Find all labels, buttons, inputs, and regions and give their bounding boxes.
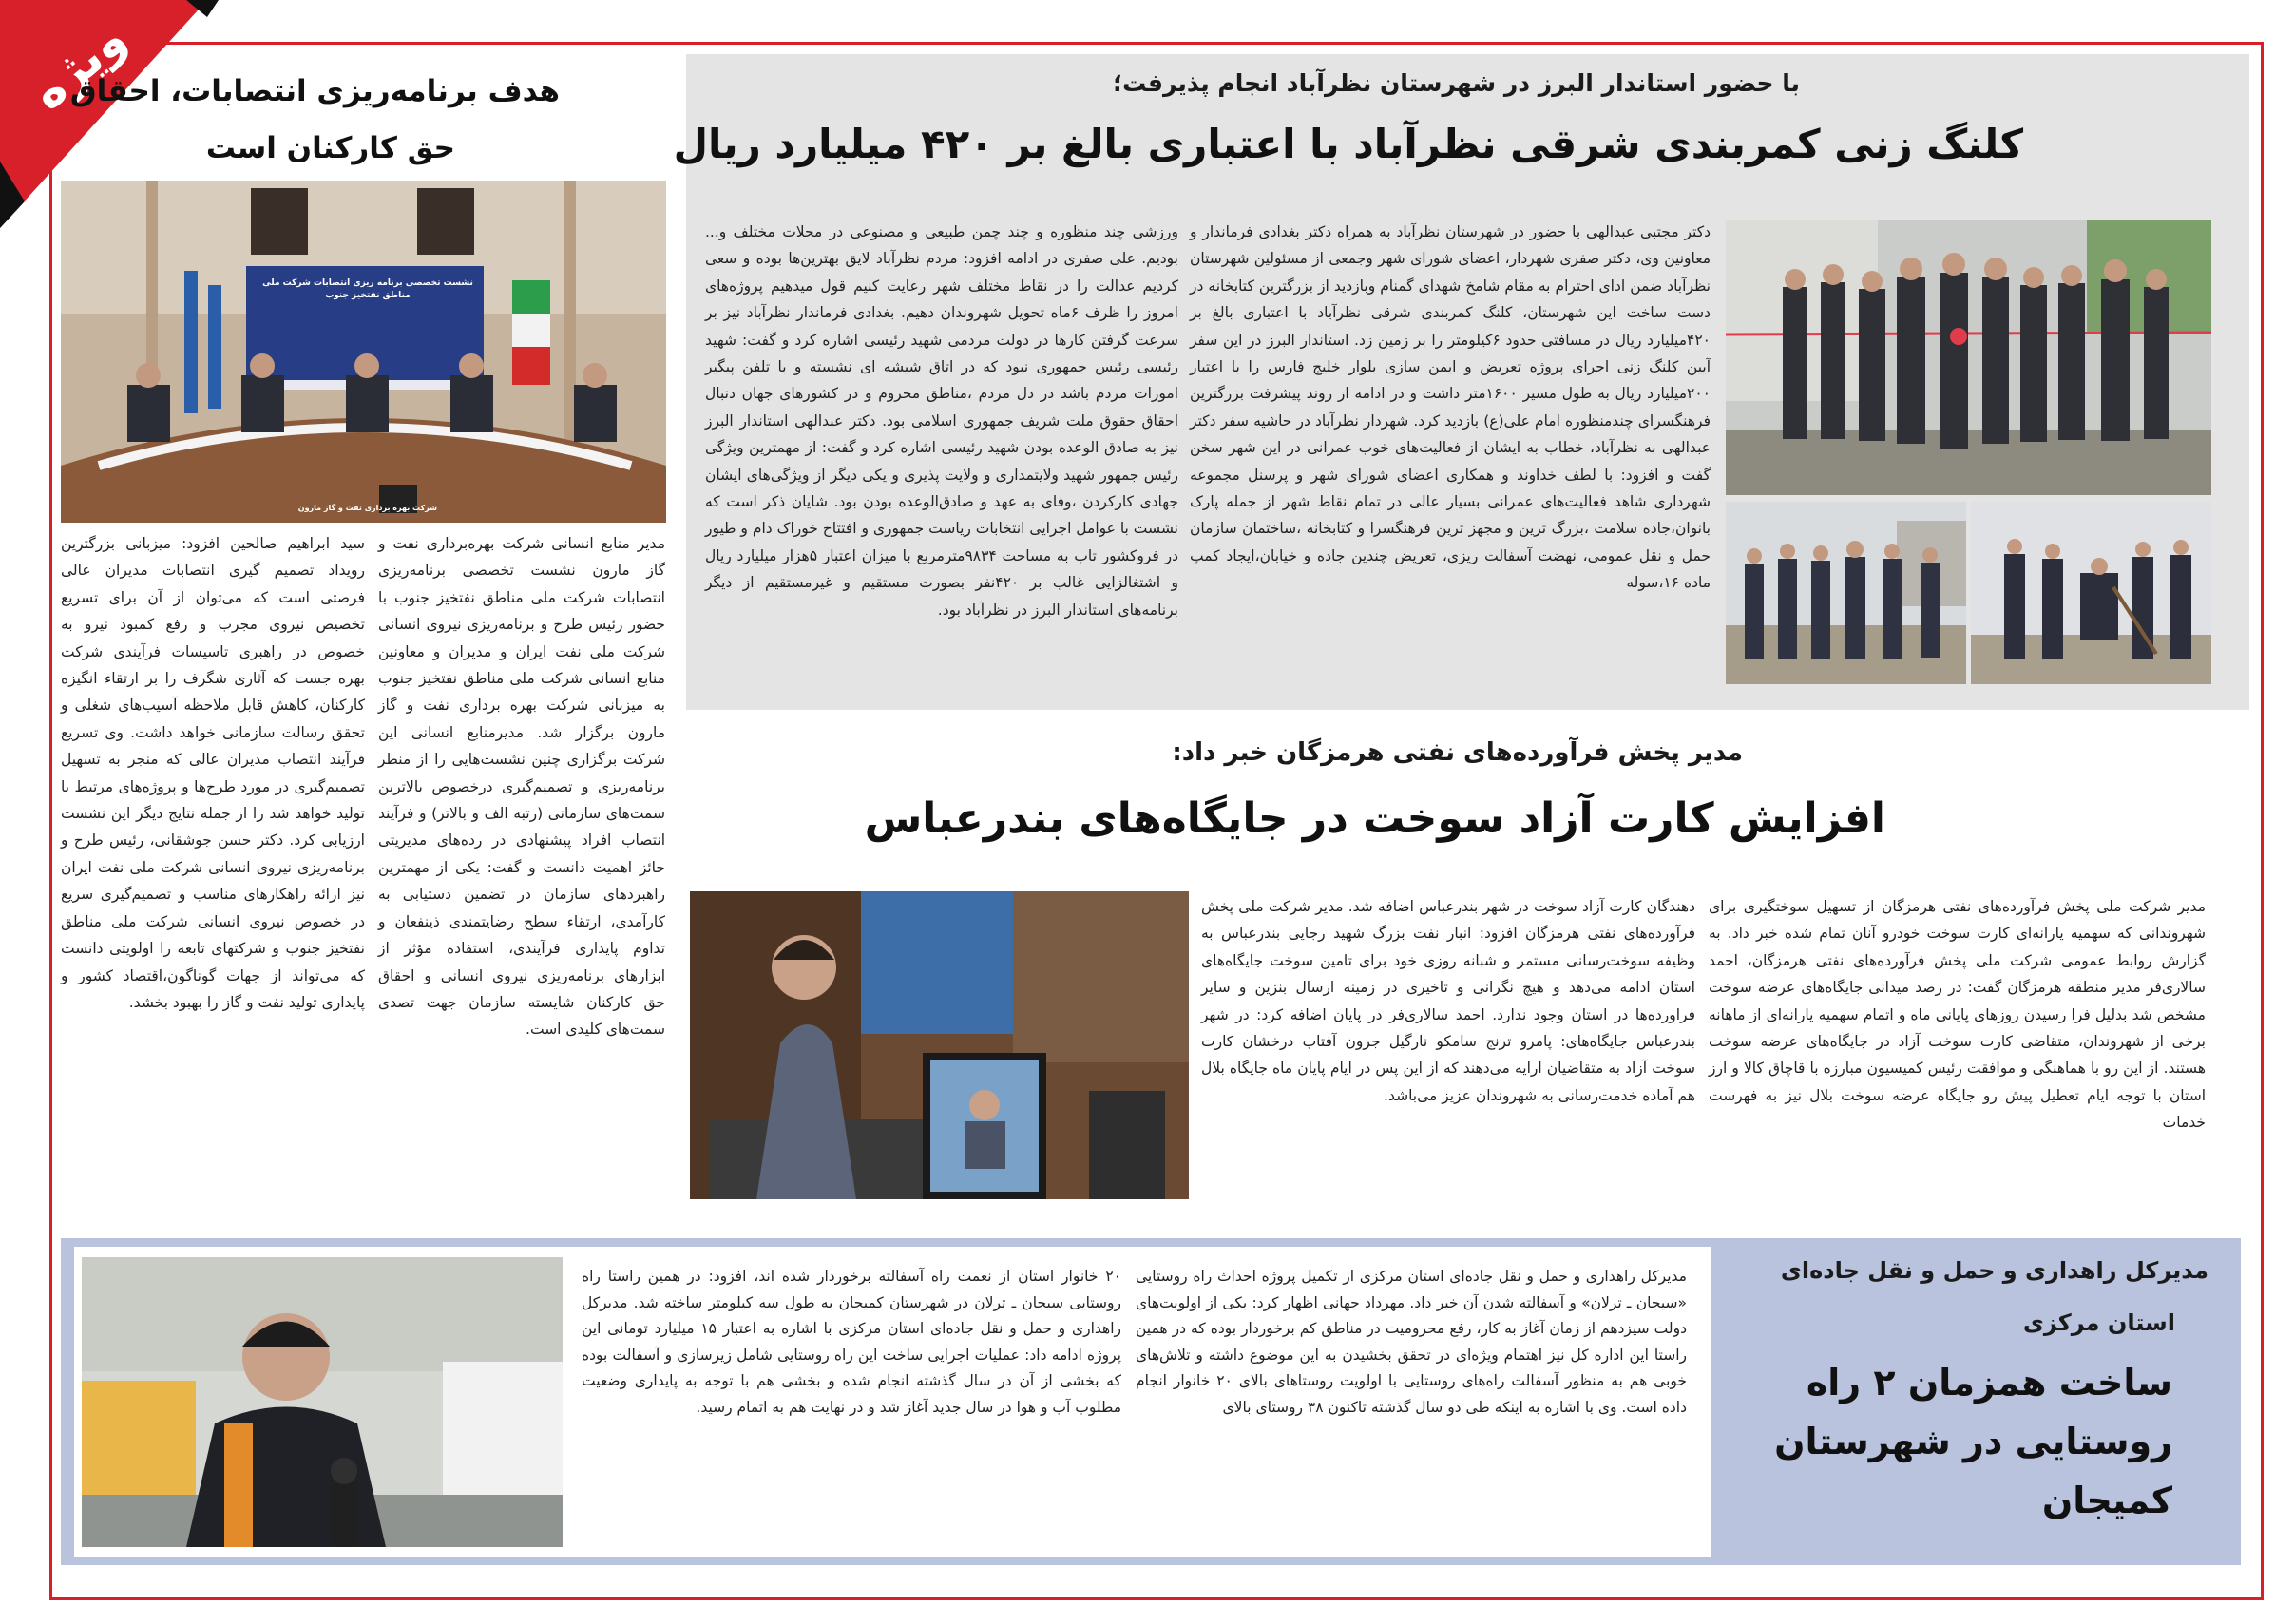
bottom-article-headline-line1: ساخت همزمان ۲ راه [1806,1362,2172,1404]
road-official-photo [82,1257,563,1547]
side-article-headline-line1: هدف برنامه‌ریزی انتصابات، احقاق [69,74,560,108]
bottom-article-kicker-line2: استان مرکزی [2022,1309,2175,1336]
middle-article-column-left: دهندگان کارت آزاد سوخت در شهر بندرعباس اضافه شد. مدیر شرکت ملی پخش فرآورده‌های نفتی هرمزگان افزود: انبار نفت بزرگ شهید رجایی بندرعباس به وظیفه سوخت‌رسانی مستمر و شبانه روزی خود برای تامین سوخت جایگاه‌های استان ادامه می‌دهد و هیچ نگرانی و تاخیری در زمینه ارسال بنزین و سایر فراورده‌ها در استان وجود ندارد. احمد سالاری‌فر در پایان اضافه کرد: در شهر بندرعباس جایگاه‌های: پامرو ترنج سامکو نارگیل جرون آفتاب درخشان کارت سوخت آزاد به متقاضیان ارایه می‌دهند که از این پس در ایام پایان ماه جایگاه بلال هم آماده خدمت‌رسانی به شهروندان عزیز می‌باشد. [1201,898,1695,1104]
side-article-column-right: مدیر منابع انسانی شرکت بهره‌برداری نفت و گاز مارون نشست تخصصی برنامه‌ریزی انتصابات شرکت ملی مناطق نفتخیز جنوب با حضور رئیس طرح و برنامه‌ریزی نیروی انسانی شرکت ملی نفت ایران و مدیران و معاونین منابع انسانی شرکت ملی مناطق نفتخیز جنوب به میزبانی شرکت بهره برداری نفت و گاز مارون برگزار شد. مدیرمنابع انسانی این شرکت برگزاری چنین نشست‌هایی را از منظر برنامه‌ریزی و تصمیم‌گیری درخصوص بالاترین سمت‌های سازمانی (رتبه الف و بالاتر) و فرآیند انتصاب افراد پیشنهادی در رده‌های مدیریتی حائز اهمیت دانست و گفت: یکی از مهمترین راهبردهای سازمان در تضمین دستیابی به کارآمدی، ارتقاء سطح رضایتمندی ذینفعان و تداوم پایداری فرآیندی، استفاده مؤثر از ابزارهای برنامه‌ریزی نیروی انسانی و احقاق حق کارکنان شایسته سازمان جهت تصدی سمت‌های کلیدی است. [378,535,665,1039]
top-article-kicker: با حضور استاندار البرز در شهرستان نظرآباد انجام پذیرفت؛ [1113,69,1800,97]
middle-article-headline: افزایش کارت آزاد سوخت در جایگاه‌های بندرعباس [864,794,1885,843]
meeting-desk-sign: شرکت بهره برداری نفت و گاز مارون [297,504,437,512]
bottom-article-headline-line2: روستایی در شهرستان [1774,1421,2172,1462]
top-article-column-right: دکتر مجتبی عبدالهی با حضور در شهرستان نظرآباد به همراه دکتر بغدادی فرماندار و معاونین وی، دکتر صفری شهردار، اعضای شورای شهر وجمعی از مسئولین شهرستان نظرآباد ضمن ادای احترام به مقام شامخ شهدای گمنام وبازدید از بزرگترین کتابخانه در دست ساخت این شهرستان، کلنگ کمربندی شرقی نظرآباد با اعتباری بالغ بر ۴۲۰میلیارد ریال در مسافتی حدود ۶کیلومتر را بر زمین زد. استاندار البرز در این سفر آیین کلنگ زنی اجرای پروژه تعریض و ایمن سازی بلوار خلیج فارس را با اعتبار ۲۰۰میلیارد ریال به طول مسیر ۱۶۰۰متر داشت و در ادامه از روند پیشرفت بزرگترین فرهنگسرای چندمنظوره امام علی(ع) بازدید کرد. شهردار نظرآباد در حاشیه سفر دکتر عبدالهی به نظرآباد، خطاب به ایشان از فعالیت‌های خوب عمرانی در این شهر سخن گفت و افزود: با لطف خداوند و همکاری اعضای شورای شهر و پرسنل مجموعه شهرداری شاهد فعالیت‌های عمرانی بسیار عالی در تمام نقاط شهر از جمله پارک بانوان،جاده سلامت ،بزرگ ترین و مجهز ترین فرهنگسرا و کتابخانه ،ساختمان سازمان حمل و نقل عمومی، نهضت آسفالت ریزی، تعریض چندین جاده و خیابان،ایجاد کمپ ماده ۱۶،سوله [1190,223,1711,592]
ribbon-cutting-photo [1726,220,2211,495]
bottom-article-kicker-line1: مدیرکل راهداری و حمل و نقل جاده‌ای [1780,1257,2208,1284]
side-article-headline-line2: حق کارکنان است [205,131,455,165]
bottom-article-headline-line3: کمیجان [2041,1480,2172,1521]
corner-label: ویژه [20,10,137,121]
side-article-column-left: سید ابراهیم صالحین افزود: میزبانی بزرگترین رویداد تصمیم گیری انتصابات مدیران عالی فرصتی است که می‌توان از آن برای تسریع تخصیص نیروی مجرب و رفع کمبود نیرو به خصوص در راهبری تاسیسات فرآیندی شرکت بهره جست که آثاری شگرف را بر ارتقاء انگیزه کارکنان، کاهش قابل ملاحظه آسیب‌های شغلی و تحقق رسالت سازمانی خواهد داشت. وی تسریع فرآیند انتصاب مدیران عالی که منجر به تسهیل تصمیم‌گیری در مورد طرح‌ها و پروژه‌های مرتبط با تولید خواهد شد را از جمله نتایج دیگر این نشست ارزیابی کرد. دکتر حسن جوشقانی، رئیس طرح و برنامه‌ریزی نیروی انسانی شرکت ملی نفت ایران نیز ارائه راهکارهای مناسب و تصمیم‌گیری سریع در خصوص نیروی انسانی شرکت ملی مناطق نفتخیز جنوب و شرکتهای تابعه را اولویتی دانست که می‌تواند از جهات گوناگون،اقتصاد کشور و پایداری تولید نفت و گاز را بهبود بخشد. [61,535,365,1011]
groundbreaking-photo-right [1971,502,2211,684]
bottom-article-column-right: مدیرکل راهداری و حمل و نقل جاده‌ای استان مرکزی از تکمیل پروژه احداث راه روستایی «سیجان ـ ترلان» و آسفالته شدن آن خبر داد. مهرداد جهانی اظهار کرد: یکی از اولویت‌های دولت سیزدهم از زمان آغاز به کار، رفع محرومیت در مناطق کم برخوردار بوده که در همین راستا این اداره کل نیز اهتمام ویژه‌ای در تحقق بخشیدن به این موضوع داشته و تلاش‌های خوبی هم به منظور آسفالت راه‌های روستایی با اولویت روستاهای بالای ۲۰ خانوار انجام داده است. وی با اشاره به اینکه طی دو سال گذشته تاکنون ۳۸ روستای بالای [1136,1268,1687,1416]
groundbreaking-photo-left [1726,502,1966,684]
interview-photo [690,891,1189,1199]
middle-article-kicker: مدیر پخش فرآورده‌های نفتی هرمزگان خبر داد: [1172,738,1743,767]
top-article-column-left: ورزشی چند منظوره و چند چمن طبیعی و مصنوعی در محلات مختلف و... بودیم. علی صفری در ادامه افزود: مردم نظرآباد لایق بهترین‌ها بوده و سعی کردیم عدالت را در نقاط مختلف شهر رعایت کنیم قول میدهیم پروژه‌های امروز را ظرف ۶ماه تحویل شهروندان دهیم. بغدادی فرماندار نظرآباد نیز بر سرعت گرفتن کارها در دولت مردمی شهید رئیسی اشاره کرد و گفت: شهید رئیسی رئیس جمهوری نبود که در اتاق شیشه ای نشسته و با تلفن پیگیر امورات مردم باشد در دل مردم ،مناطق محروم و در کشورهای جهان دنبال احقاق حقوق ملت شریف جمهوری اسلامی بود. دکتر عبدالهی استاندار البرز نیز به صادق الوعده بودن شهید رئیسی اشاره کرد و گفت: از مهمترین ویژگی رئیس جمهور شهید ولایتمداری و ولایت پذیری و یکی دیگر از ویژگی‌های ایشان جهادی کارکردن ،وفای به عهد و صادق‌الوعده بودن بود. شایان ذکر است که نشست با عوامل اجرایی انتخابات ریاست جمهوری و افتتاح خوراک دام و طیور در فروکشور تاب به مساحت ۹۸۳۴مترمربع با میزان اعتبار ۵هزار میلیارد ریال و اشتغالزایی غالب بر ۴۲۰نفر بصورت مستقیم و غیرمستقیم از دیگر برنامه‌های استاندار البرز در نظرآباد بود. [705,223,1178,619]
bottom-article-column-left: ۲۰ خانوار استان از نعمت راه آسفالته برخوردار شده اند، افزود: در همین راستا راه روستایی سیجان ـ ترلان در شهرستان کمیجان به طول سه کیلومتر ساخته شد. مدیرکل راهداری و حمل و نقل جاده‌ای استان مرکزی با اشاره به اعتبار ۱۵ میلیارد تومانی این پروژه ادامه داد: عملیات اجرایی ساخت این راه روستایی شامل زیرسازی و آسفالت بوده که بخشی از آن در سال گذشته انجام شده و بخشی هم با توجه به پایداری وضعیت مطلوب آب و هوا در سال جدید آغاز شد و در نهایت هم به اتمام رسید. [582,1268,1121,1416]
middle-article-column-right: مدیر شرکت ملی پخش فرآورده‌های نفتی هرمزگان از تسهیل سوختگیری برای شهروندانی که سهمیه یارانه‌ای کارت سوخت خودرو آنان تمام شده خبر داد. به گزارش روابط عمومی شرکت ملی پخش فرآورده‌های نفتی هرمزگان، احمد سالاری‌فر مدیر منطقه هرمزگان گفت: در رصد میدانی جایگاه‌های عرضه سوخت مشخص شد بدلیل فرا رسیدن روزهای پایانی ماه و اتمام سهمیه یارانه‌ای از ماهانه برخی از شهروندان، متقاضی کارت سوخت آزاد در جایگاه‌های عرضه سوخت هستند. از این رو با هماهنگی و موافقت رئیس کمیسیون مبارزه با قاچاق کالا و ارز استان با توجه ایام تعطیل پیش رو جایگاه عرضه سوخت بلال نیز به فهرست خدمات [1709,898,2206,1132]
meeting-poster-text: نشست تخصصی برنامه ریزی انتصابات شرکت ملی مناطق نفتخیز جنوب [262,278,473,300]
meeting-photo [61,181,666,523]
top-article-headline: کلنگ زنی کمربندی شرقی نظرآباد با اعتباری بالغ بر ۴۲۰ میلیارد ریال [673,121,2023,167]
